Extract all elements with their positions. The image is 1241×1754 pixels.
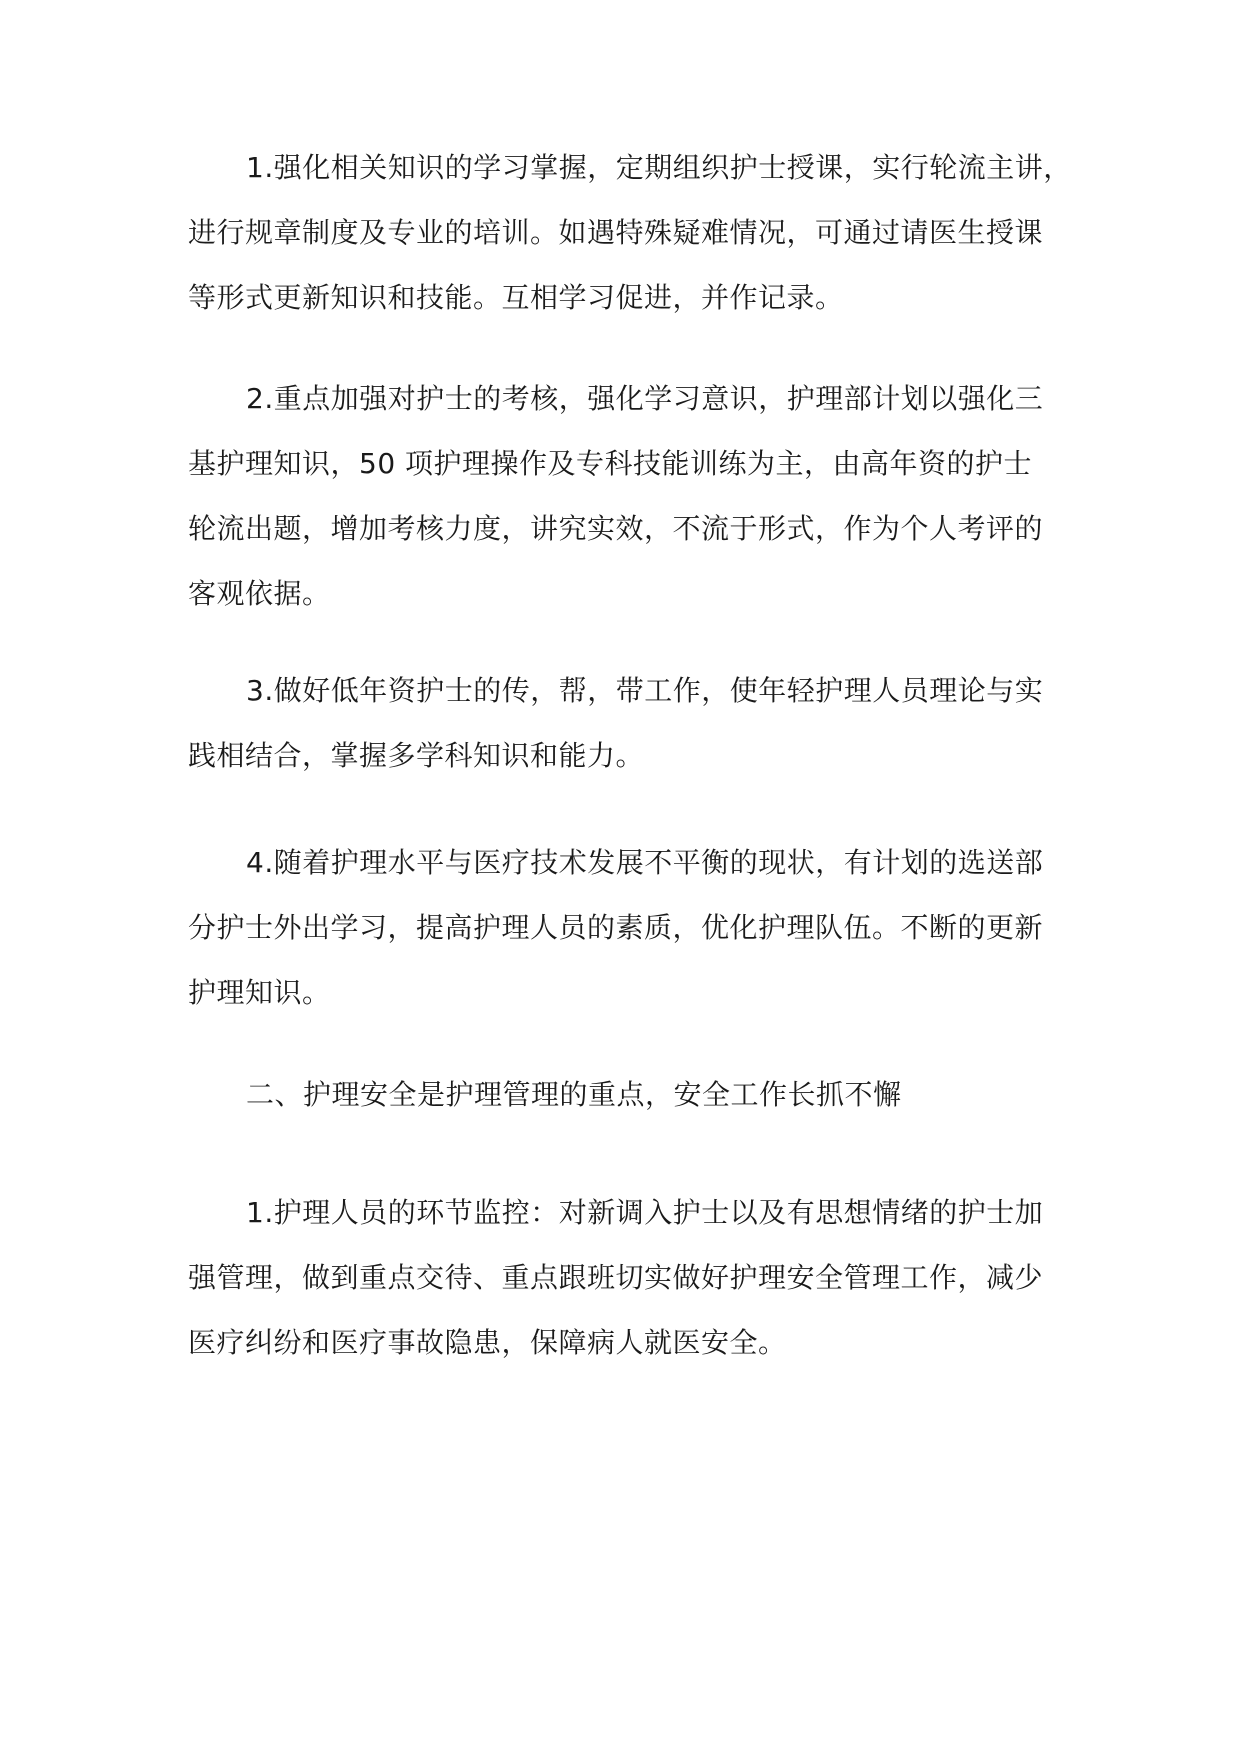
paragraph-line: 1.护理人员的环节监控：对新调入护士以及有思想情绪的护士加: [246, 1196, 1044, 1229]
paragraph-line: 客观依据。: [188, 577, 331, 610]
section-heading-text: 二、护理安全是护理管理的重点，安全工作长抓不懈: [246, 1078, 902, 1111]
paragraph-line: 轮流出题，增加考核力度，讲究实效，不流于形式，作为个人考评的: [188, 512, 1044, 545]
paragraph-line: 进行规章制度及专业的培训。如遇特殊疑难情况，可通过请医生授课: [188, 216, 1044, 249]
paragraph-staff-monitoring: [188, 1180, 1060, 1375]
paragraph-line: 3.做好低年资护士的传，帮，带工作，使年轻护理人员理论与实: [246, 674, 1044, 707]
paragraph-line: 4.随着护理水平与医疗技术发展不平衡的现状，有计划的选送部: [246, 846, 1044, 879]
paragraph-line: 践相结合，掌握多学科知识和能力。: [188, 739, 645, 772]
paragraph-knowledge-training: [188, 135, 1072, 330]
paragraph-line: 强管理，做到重点交待、重点跟班切实做好护理安全管理工作，减少: [188, 1261, 1044, 1294]
paragraph-line: 基护理知识，50 项护理操作及专科技能训练为主，由高年资的护士: [188, 447, 1033, 480]
paragraph-line: 2.重点加强对护士的考核，强化学习意识，护理部计划以强化三: [246, 382, 1044, 415]
paragraph-external-study: [188, 830, 1060, 1025]
paragraph-line: 1.强化相关知识的学习掌握，定期组织护士授课，实行轮流主讲，: [246, 151, 1072, 184]
section-heading-nursing-safety: [188, 1062, 1060, 1127]
paragraph-line: 医疗纠纷和医疗事故隐患，保障病人就医安全。: [188, 1326, 787, 1359]
paragraph-nurse-assessment: [188, 366, 1060, 626]
paragraph-line: 分护士外出学习，提高护理人员的素质，优化护理队伍。不断的更新: [188, 911, 1044, 944]
paragraph-line: 等形式更新知识和技能。互相学习促进，并作记录。: [188, 281, 844, 314]
paragraph-line: 护理知识。: [188, 976, 331, 1009]
paragraph-junior-mentoring: [188, 658, 1060, 788]
